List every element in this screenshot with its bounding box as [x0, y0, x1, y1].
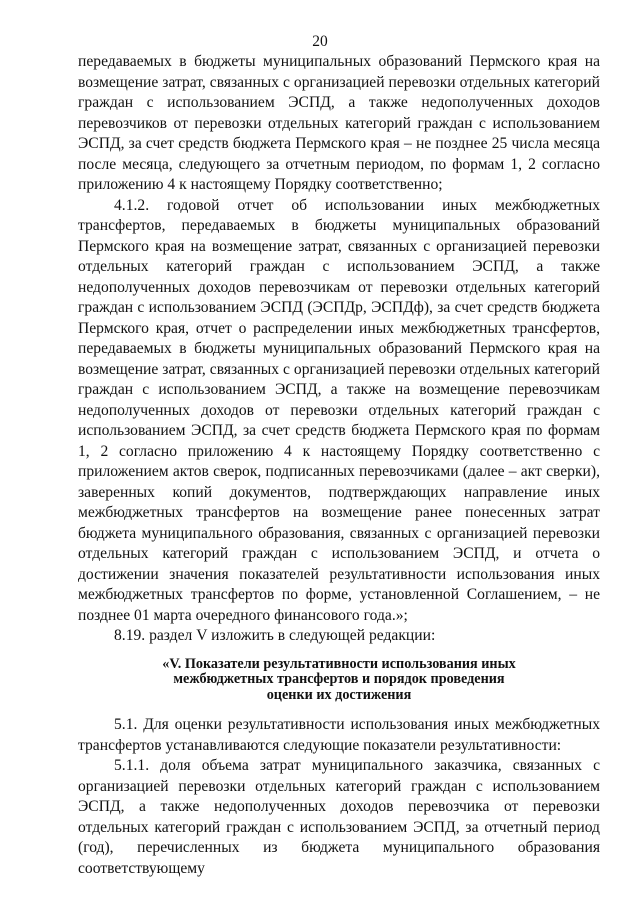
paragraph-5-1-1: 5.1.1. доля объема затрат муниципального заказчика, связанных с организацией перевозки отдельных категорий граждан с использованием ЭСПД, а также недополученных доходов перевозчика от перевозки отдельных категорий граждан с использованием ЭСПД, за отчетный период (год), перечисленных из бюджета муниципального образования соответствующему [78, 757, 600, 877]
section-heading-line-3: оценки их достижения [266, 686, 412, 703]
paragraph-continuation: передаваемых в бюджеты муниципальных образований Пермского края на возмещение затрат, связанных с организацией перевозки отдельных категорий граждан с использованием ЭСПД, а также недополученных доходов перевозчиков от перевозки отдельных категорий граждан с использованием ЭСПД, за счет средств бюджета Пермского края – не позднее 25 числа месяца после месяца, следующего за отчетным периодом, по формам 1, 2 согласно приложению 4 к настоящему Порядку соответственно; [78, 53, 600, 193]
paragraph-8-19: 8.19. раздел V изложить в следующей редакции: [114, 627, 436, 644]
page-number: 20 [312, 33, 328, 50]
paragraph-4-1-2: 4.1.2. годовой отчет об использовании иных межбюджетных трансфертов, передаваемых в бюджеты муниципальных образований Пермского края на возмещение затрат, связанных с организацией перевозки отдельных категорий граждан с использованием ЭСПД, а также недополученных доходов перевозчикам от перевозки отдельных категорий граждан с использованием ЭСПД (ЭСПДр, ЭСПДф), за счет средств бюджета Пермского края, отчет о распределении иных межбюджетных трансфертов, передаваемых в бюджеты муниципальных образований Пермского края на возмещение затрат, связанных с организацией перевозки отдельных категорий граждан с использованием ЭСПД, а также на возмещение перевозчикам недополученных доходов от перевозки отдельных категорий граждан с использованием ЭСПД, за счет средств бюджета Пермского края по формам 1, 2 согласно приложению 4 к настоящему Порядку соответственно с приложением актов сверок, подписанных перевозчиками (далее – акт сверки), заверенных копий документов, подтверждающих направление иных межбюджетных трансфертов на возмещение ранее понесенных затрат бюджета муниципального образования, связанных с организацией перевозки отдельных категорий граждан с использованием ЭСПД, и отчета о достижении значения показателей результативности использования иных межбюджетных трансфертов по форме, установленной Соглашением, – не позднее 01 марта очередного финансового года.»; [78, 196, 600, 624]
section-heading-line-1: «V. Показатели результативности использования иных [162, 655, 516, 672]
paragraph-5-1: 5.1. Для оценки результативности использования иных межбюджетных трансфертов устанавливаются следующие показатели результативности: [78, 716, 600, 754]
section-heading-line-2: межбюджетных трансфертов и порядок проведения [173, 671, 505, 687]
document-body [78, 52, 600, 879]
section-heading [78, 657, 600, 704]
